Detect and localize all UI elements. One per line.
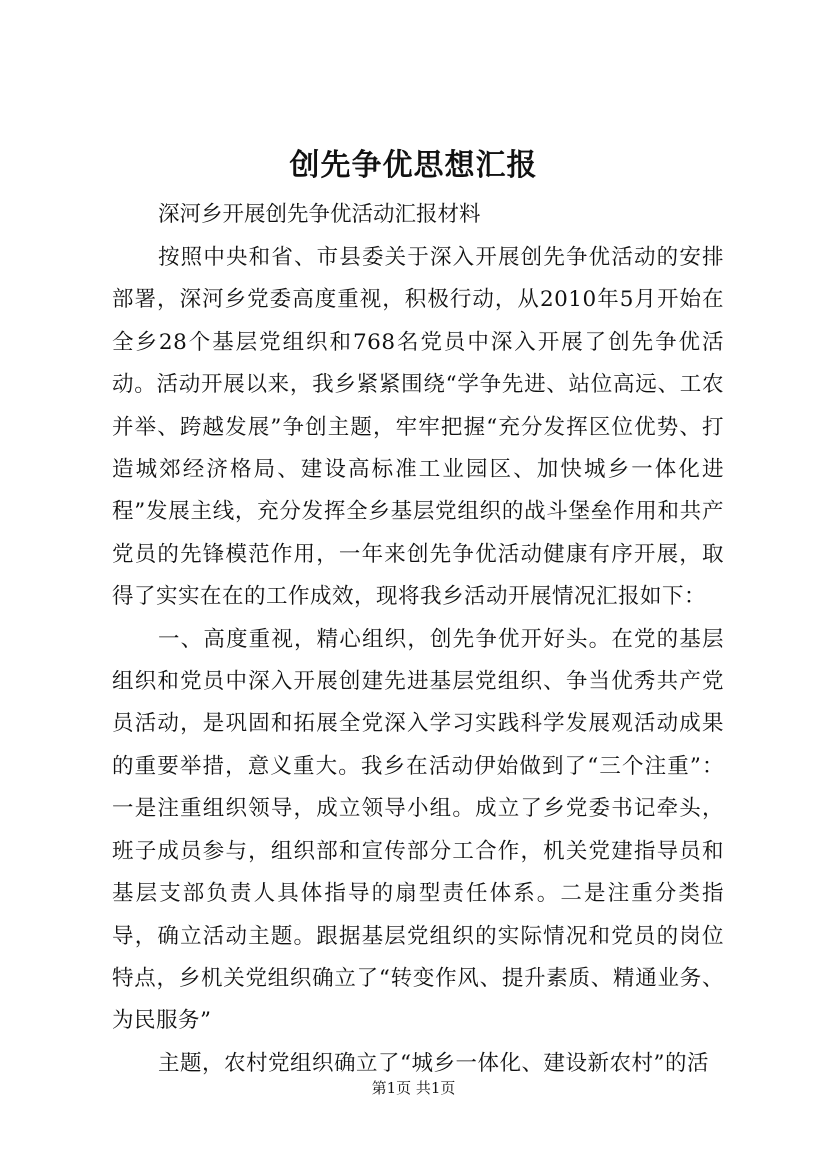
document-subtitle: 深河乡开展创先争优活动汇报材料	[158, 202, 481, 227]
page-footer: 第1页 共1页	[371, 1079, 456, 1097]
paragraph-section-one: 一、高度重视，精心组织，创先争优开好头。在党的基层组织和党员中深入开展创建先进基层党组织、争当优秀共产党员活动，是巩固和拓展全党深入学习实践科学发展观活动成果的重要举措，意义重大。我乡在活动伊始做到了“三个注重”：一是注重组织领导，成立领导小组。成立了乡党委书记牵头，班子成员参与，组织部和宣传部分工合作，机关党建指导员和基层支部负责人具体指导的扇型责任体系。二是注重分类指导，确立活动主题。跟据基层党组织的实际情况和党员的岗位特点，乡机关党组织确立了“转变作风、提升素质、精通业务、为民服务”	[112, 626, 724, 1034]
document-body	[112, 237, 724, 1085]
paragraph-continuation: 主题，农村党组织确立了“城乡一体化、建设新农村”的活	[158, 1050, 709, 1076]
document-title: 创先争优思想汇报	[289, 148, 538, 183]
paragraph-intro: 按照中央和省、市县委关于深入开展创先争优活动的安排部署，深河乡党委高度重视，积极行动，从2010年5月开始在全乡28个基层党组织和768名党员中深入开展了创先争优活动。活动开展以来，我乡紧紧围绕“学争先进、站位高远、工农并举、跨越发展”争创主题，牢牢把握“充分发挥区位优势、打造城郊经济格局、建设高标准工业园区、加快城乡一体化进程”发展主线，充分发挥全乡基层党组织的战斗堡垒作用和共产党员的先锋模范作用，一年来创先争优活动健康有序开展，取得了实实在在的工作成效，现将我乡活动开展情况汇报如下：	[112, 245, 724, 610]
